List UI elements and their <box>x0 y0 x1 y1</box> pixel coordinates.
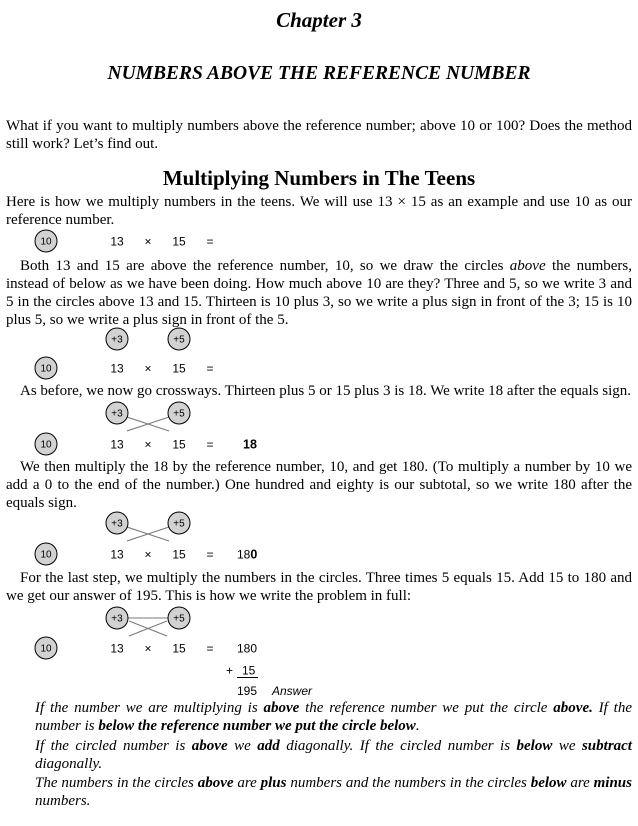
diagram-1 <box>0 228 638 256</box>
chapter-title: NUMBERS ABOVE THE REFERENCE NUMBER <box>107 63 531 84</box>
rule-3: The numbers in the circles above are plus numbers and the numbers in the circles below are minus numbers. <box>35 775 632 809</box>
subtotal: 180 <box>237 547 258 562</box>
paragraph-5: For the last step, we multiply the numbers in the circles. Three times 5 equals 15. Add 15 to 180 and we get our answer of 195. This is how we write the problem in full: <box>6 570 632 604</box>
svg-text:+5: +5 <box>173 613 185 625</box>
svg-text:×: × <box>144 437 152 452</box>
equals-sign: = <box>206 234 214 249</box>
svg-text:×: × <box>144 641 152 656</box>
addend: 15 <box>242 663 256 678</box>
plus-sign: + <box>226 663 234 678</box>
svg-text:=: = <box>206 361 214 376</box>
times-sign: × <box>144 234 152 249</box>
rule-1: If the number we are multiplying is above the reference number we put the circle above. If the number is below the reference number we put the circle below. <box>35 700 632 734</box>
rule-2: If the circled number is above we add diagonally. If the circled number is below we subtract diagonally. <box>35 738 632 772</box>
multiplier: 15 <box>172 234 186 249</box>
paragraph-4: We then multiply the 18 by the reference number, 10, and get 180. (To multiply a number by 10 we add a 0 to the end of the number.) One hundred and eighty is our subtotal, so we write 180 after the equals sign. <box>6 459 632 511</box>
svg-text:+5: +5 <box>173 334 185 346</box>
multiplicand: 13 <box>110 234 124 249</box>
total: 195 <box>237 684 258 698</box>
diagram-5 <box>0 604 638 700</box>
svg-text:=: = <box>206 641 214 656</box>
svg-text:+5: +5 <box>173 408 185 420</box>
subtotal: 180 <box>237 641 258 656</box>
paragraph-3: As before, we now go crossways. Thirteen plus 5 or 15 plus 3 is 18. We write 18 after the equals sign. <box>20 383 632 399</box>
paragraph-2: Both 13 and 15 are above the reference number, 10, so we draw the circles above the numbers, instead of below as we have been doing. How much above 10 are they? Three and 5, so we write 3 and 5 in the circles above 13 and 15. Thirteen is 10 plus 3, so we write a plus sign in front of the 3; 15 is 10 plus 5, so we write a plus sign in front of the 5. <box>6 258 632 328</box>
svg-text:+3: +3 <box>111 408 123 420</box>
svg-text:15: 15 <box>172 437 186 452</box>
svg-text:10: 10 <box>40 549 52 561</box>
svg-text:+3: +3 <box>111 613 123 625</box>
svg-text:=: = <box>206 437 214 452</box>
diagram-4 <box>0 510 638 568</box>
reference-number: 10 <box>40 236 52 248</box>
diagram-2 <box>0 325 638 381</box>
answer-label: Answer <box>272 684 313 698</box>
diagram-3 <box>0 400 638 458</box>
svg-text:+3: +3 <box>111 334 123 346</box>
chapter-label: Chapter 3 <box>276 8 362 32</box>
svg-text:15: 15 <box>172 641 186 656</box>
svg-text:13: 13 <box>110 437 124 452</box>
crossways-result: 18 <box>243 437 257 452</box>
svg-text:10: 10 <box>40 363 52 375</box>
svg-text:13: 13 <box>110 361 124 376</box>
svg-text:+5: +5 <box>173 518 185 530</box>
svg-text:10: 10 <box>40 643 52 655</box>
svg-text:15: 15 <box>172 547 186 562</box>
svg-text:13: 13 <box>110 547 124 562</box>
svg-text:×: × <box>144 547 152 562</box>
paragraph-1: Here is how we multiply numbers in the teens. We will use 13 × 15 as an example and use 10 as our reference number. <box>6 194 632 228</box>
svg-text:13: 13 <box>110 641 124 656</box>
svg-text:10: 10 <box>40 439 52 451</box>
svg-text:=: = <box>206 547 214 562</box>
section-heading: Multiplying Numbers in The Teens <box>162 166 476 190</box>
svg-text:×: × <box>144 361 152 376</box>
intro-paragraph: What if you want to multiply numbers above the reference number; above 10 or 100? Does the method still work? Let’s find out. <box>6 118 632 152</box>
svg-text:+3: +3 <box>111 518 123 530</box>
svg-text:15: 15 <box>172 361 186 376</box>
